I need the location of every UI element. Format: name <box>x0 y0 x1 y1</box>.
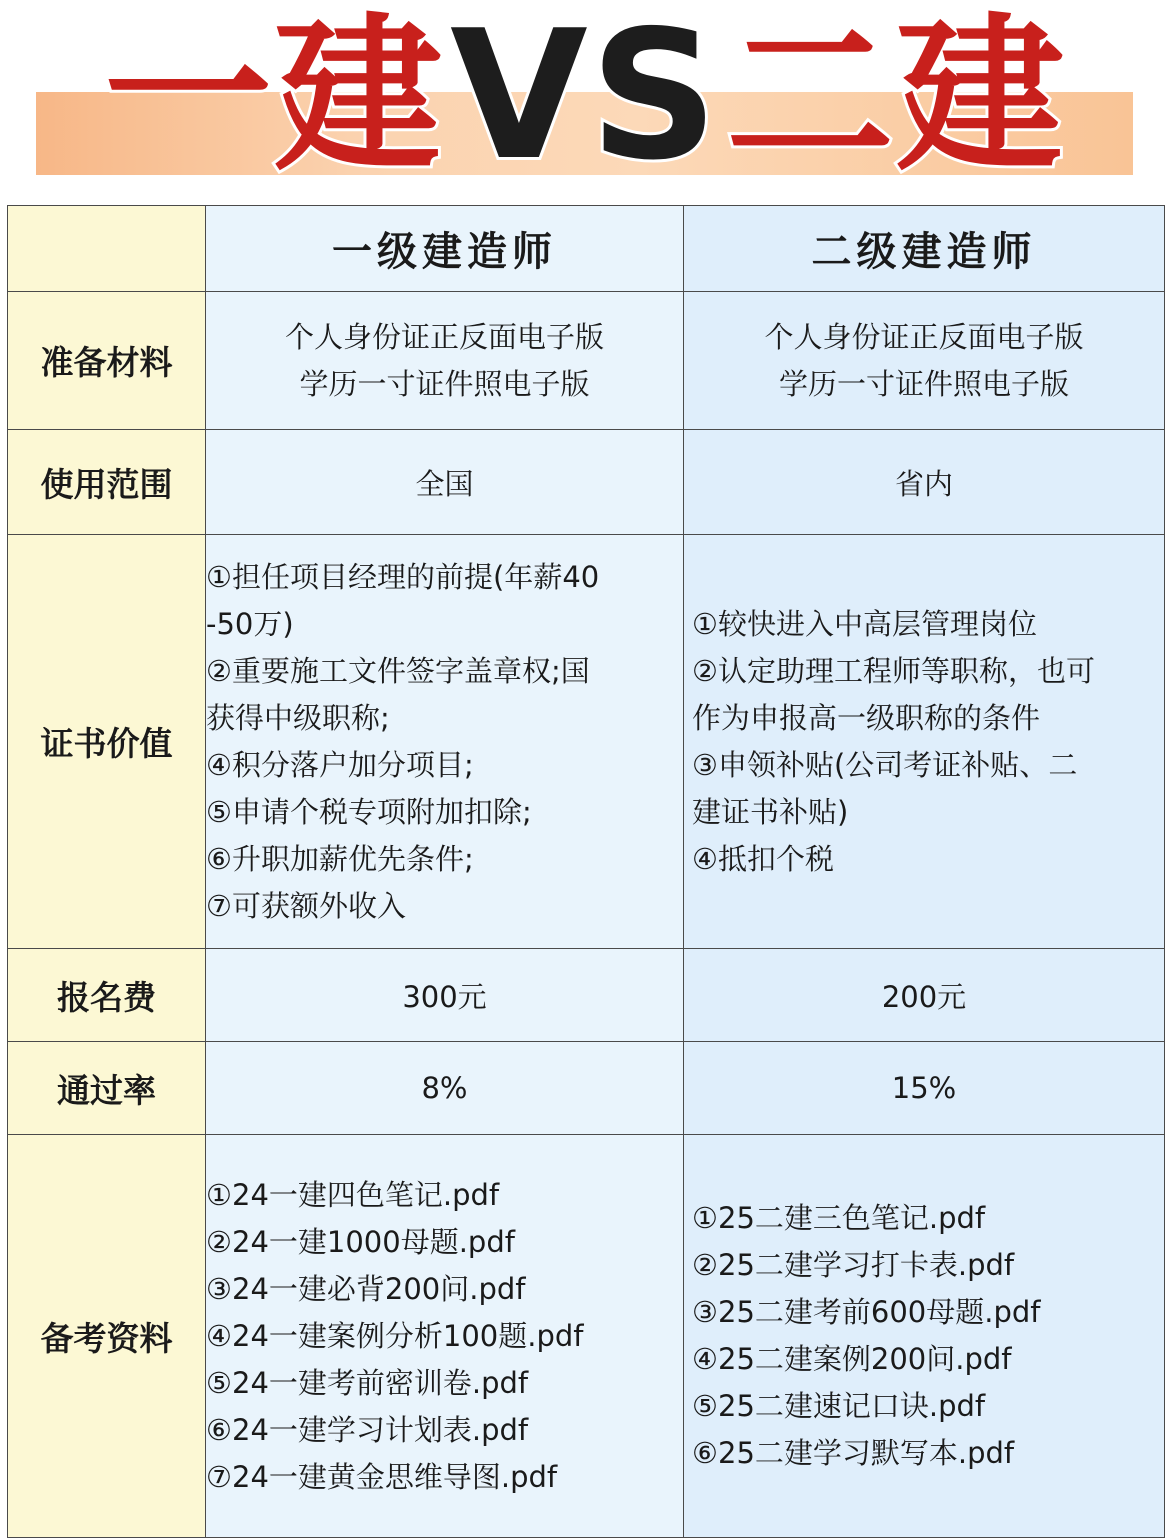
text-line: ①较快进入中高层管理岗位 <box>692 606 1037 641</box>
title-level2: 二建 <box>725 0 1066 194</box>
text-line: 获得中级职称; <box>206 700 390 735</box>
header-row <box>8 206 1165 292</box>
cell-materials-level1 <box>206 292 684 430</box>
row-resources <box>8 1135 1165 1538</box>
cell-pass-rate-level1: 8% <box>206 1042 684 1135</box>
row-scope <box>8 430 1165 535</box>
file-item: ④24一建案例分析100题.pdf <box>206 1318 584 1353</box>
column-header-level1: 一级建造师 <box>206 206 684 292</box>
file-item: ①24一建四色笔记.pdf <box>206 1177 500 1212</box>
comparison-table <box>7 205 1165 1538</box>
file-item: ⑤25二建速记口诀.pdf <box>692 1389 986 1423</box>
text-line: ⑥升职加薪优先条件; <box>206 841 474 876</box>
text-line: 个人身份证正反面电子版 <box>764 319 1084 354</box>
text-line: ④抵扣个税 <box>692 841 834 876</box>
file-item: ①25二建三色笔记.pdf <box>692 1201 986 1235</box>
column-header-level2: 二级建造师 <box>684 206 1165 292</box>
text-line: ②认定助理工程师等职称，也可 <box>692 653 1095 688</box>
file-item: ⑥24一建学习计划表.pdf <box>206 1412 529 1447</box>
cell-fee-level1: 300元 <box>206 949 684 1042</box>
page-title <box>0 0 1170 199</box>
row-materials <box>8 292 1165 430</box>
text-line: ②重要施工文件签字盖章权;国 <box>206 653 590 688</box>
text-line: 作为申报高一级职称的条件 <box>692 700 1041 735</box>
cell-scope-level1: 全国 <box>206 430 684 535</box>
file-item: ⑤24一建考前密训卷.pdf <box>206 1365 529 1400</box>
cell-value-level1 <box>206 535 684 949</box>
file-item: ②24一建1000母题.pdf <box>206 1224 515 1259</box>
row-value <box>8 535 1165 949</box>
text-line: ⑦可获额外收入 <box>206 888 406 923</box>
cell-resources-level1 <box>206 1135 684 1538</box>
cell-value-level2 <box>684 535 1165 949</box>
row-label-scope: 使用范围 <box>8 430 206 535</box>
title-level1: 一建 <box>104 0 445 194</box>
file-item: ③25二建考前600母题.pdf <box>692 1295 1041 1329</box>
row-label-value: 证书价值 <box>8 535 206 949</box>
file-item: ⑦24一建黄金思维导图.pdf <box>206 1459 558 1494</box>
corner-cell <box>8 206 206 292</box>
file-item: ③24一建必背200问.pdf <box>206 1271 526 1306</box>
row-pass-rate <box>8 1042 1165 1135</box>
row-label-resources: 备考资料 <box>8 1135 206 1538</box>
text-line: 建证书补贴) <box>692 794 849 829</box>
text-line: 个人身份证正反面电子版 <box>284 319 604 354</box>
row-label-fee: 报名费 <box>8 949 206 1042</box>
text-line: -50万) <box>206 606 294 641</box>
row-label-materials: 准备材料 <box>8 292 206 430</box>
row-label-pass-rate: 通过率 <box>8 1042 206 1135</box>
text-line: ③申领补贴(公司考证补贴、二 <box>692 747 1078 782</box>
text-line: 学历一寸证件照电子版 <box>778 366 1069 401</box>
file-item: ④25二建案例200问.pdf <box>692 1342 1012 1376</box>
cell-pass-rate-level2: 15% <box>684 1042 1165 1135</box>
cell-scope-level2: 省内 <box>684 430 1165 535</box>
text-line: ①担任项目经理的前提(年薪40 <box>206 559 600 594</box>
title-vs: VS <box>450 0 720 199</box>
cell-materials-level2 <box>684 292 1165 430</box>
file-item: ⑥25二建学习默写本.pdf <box>692 1436 1015 1470</box>
text-line: ④积分落户加分项目; <box>206 747 474 782</box>
cell-fee-level2: 200元 <box>684 949 1165 1042</box>
file-item: ②25二建学习打卡表.pdf <box>692 1248 1015 1282</box>
text-line: ⑤申请个税专项附加扣除; <box>206 794 532 829</box>
text-line: 学历一寸证件照电子版 <box>299 366 590 401</box>
title-banner <box>0 0 1170 200</box>
row-fee <box>8 949 1165 1042</box>
cell-resources-level2 <box>684 1135 1165 1538</box>
